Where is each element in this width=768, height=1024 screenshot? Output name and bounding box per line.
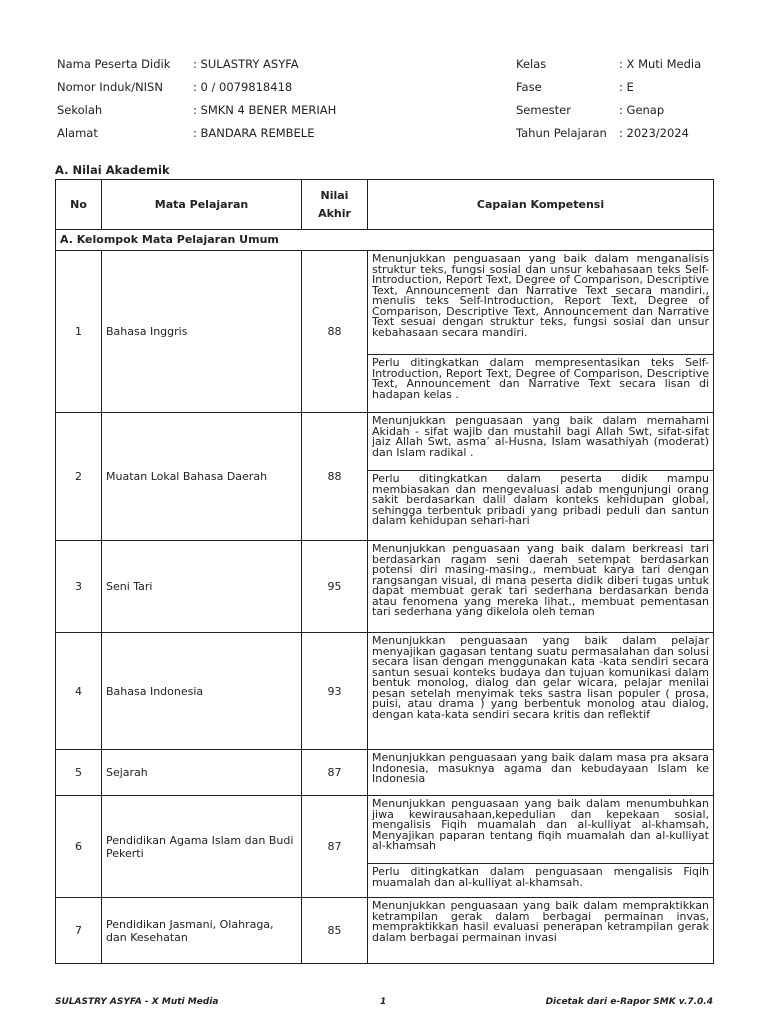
row-competency-strength: Menunjukkan penguasaan yang baik dalam pelajar menyajikan gagasan tentang suatu permasalahan dan solusi secara lisan dengan menggunakan kata -kata sendiri secara santun sesuai konteks budaya dan tujuan komunikasi dalam bentuk monolog, dialog dan gelar wicara, pelajar menilai pesan setelah menyimak teks sastra lisan populer ( prosa, puisi, atau drama ) yang berbentuk monolog atau dialog, dengan kata-kata sendiri secara kritis dan reflektif (368, 633, 714, 750)
row-competency-strength: Menunjukkan penguasaan yang baik dalam menganalisis struktur teks, fungsi sosial dan unsur kebahasaan teks Self-Introduction, Report Text, Degree of Comparison, Descriptive Text, Announcement dan Narrative Text secara mandiri., menulis teks Self-Introduction, Report Text, Degree of Comparison, Descriptive Text, Announcement dan Narrative Text sesuai dengan struktur teks, fungsi sosial dan unsur kebahasaan secara mandiri. (368, 251, 714, 355)
info-label-tahun: Tahun Pelajaran (516, 126, 607, 140)
header-subject: Mata Pelajaran (102, 180, 302, 230)
row-subject: Pendidikan Agama Islam dan Budi Pekerti (102, 796, 302, 898)
table-row (56, 898, 714, 964)
row-subject: Bahasa Inggris (102, 251, 302, 413)
row-subject: Pendidikan Jasmani, Olahraga, dan Kesehatan (102, 898, 302, 964)
footer-page-number: 1 (380, 997, 387, 1007)
info-value-fase: : E (619, 80, 634, 94)
header-score-line1: Nilai (320, 188, 349, 202)
grades-table (55, 179, 714, 964)
row-competency-strength: Menunjukkan penguasaan yang baik dalam masa pra aksara Indonesia, masuknya agama dan kebudayaan Islam ke Indonesia (368, 750, 714, 796)
row-competency-strength: Menunjukkan penguasaan yang baik dalam memahami Akidah - sifat wajib dan mustahil bagi Allah Swt, sifat-sifat jaiz Allah Swt, asma’ al-Husna, Islam wasathiyah (moderat) dan Islam radikal . (368, 413, 714, 471)
row-no: 6 (56, 796, 102, 898)
header-score (302, 180, 368, 230)
header-no: No (56, 180, 102, 230)
info-label-sekolah: Sekolah (57, 103, 103, 117)
info-value-alamat: : BANDARA REMBELE (193, 126, 315, 140)
info-value-tahun: : 2023/2024 (619, 126, 689, 140)
info-label-semester: Semester (516, 103, 571, 117)
row-subject: Sejarah (102, 750, 302, 796)
row-competency-strength: Menunjukkan penguasaan yang baik dalam berkreasi tari berdasarkan ragam seni daerah setempat berdasarkan potensi diri masing-masing., membuat karya tari dengan rangsangan visual, di mana peserta didik diberi tugas untuk dapat membuat gerak tari sederhana berdasarkan benda atau fenomena yang mereka lihat., membuat pementasan tari sederhana yang dikelola oleh teman (368, 541, 714, 633)
table-row (56, 796, 714, 864)
table-row (56, 541, 714, 633)
info-label-nisn: Nomor Induk/NISN (57, 80, 163, 94)
table-row (56, 251, 714, 355)
footer-printed-by: Dicetak dari e-Rapor SMK v.7.0.4 (545, 997, 713, 1007)
info-value-kelas: : X Muti Media (619, 57, 702, 71)
row-no: 3 (56, 541, 102, 633)
row-competency-improve: Perlu ditingkatkan dalam mempresentasikan teks Self-Introduction, Report Text, Degree of Comparison, Descriptive Text, Announcement dan Narrative Text secara lisan di hadapan kelas . (368, 355, 714, 413)
table-row (56, 413, 714, 471)
info-label-fase: Fase (516, 80, 542, 94)
row-competency-improve: Perlu ditingkatkan dalam peserta didik mampu membiasakan dan mengevaluasi adab mengunjungi orang sakit berdasarkan dalil dalam konteks kehidupan global, sehingga terbentuk pribadi yang pribadi peduli dan santun dalam kehidupan sehari-hari (368, 471, 714, 541)
row-score: 85 (302, 898, 368, 964)
group-label: A. Kelompok Mata Pelajaran Umum (56, 230, 714, 251)
footer-student: SULASTRY ASYFA - X Muti Media (55, 997, 219, 1007)
info-value-nisn: : 0 / 0079818418 (193, 80, 293, 94)
header-score-line2: Akhir (318, 206, 351, 220)
row-score: 87 (302, 796, 368, 898)
info-label-alamat: Alamat (57, 126, 98, 140)
table-row (56, 750, 714, 796)
info-label-kelas: Kelas (516, 57, 547, 71)
row-no: 2 (56, 413, 102, 541)
header-competency: Capaian Kompetensi (368, 180, 714, 230)
row-competency-strength: Menunjukkan penguasaan yang baik dalam menumbuhkan jiwa kewirausahaan,kepedulian dan kepekaan sosial, mengalisis Fiqih muamalah dan al-kulliyat al-khamsah, Menyajikan paparan tentang fiqih muamalah dan al-kulliyat al-khamsah (368, 796, 714, 864)
row-score: 87 (302, 750, 368, 796)
table-header-row (56, 180, 714, 230)
info-label-nama: Nama Peserta Didik (57, 57, 171, 71)
section-title: A. Nilai Akademik (55, 163, 170, 177)
row-subject: Muatan Lokal Bahasa Daerah (102, 413, 302, 541)
row-competency-strength: Menunjukkan penguasaan yang baik dalam mempraktikkan ketrampilan gerak dalam berbagai permainan invas, mempraktikkan hasil evaluasi penerapan ketrampilan gerak dalam berbagai permainan invasi (368, 898, 714, 964)
row-subject: Seni Tari (102, 541, 302, 633)
row-score: 88 (302, 251, 368, 413)
info-value-semester: : Genap (619, 103, 665, 117)
row-no: 5 (56, 750, 102, 796)
row-score: 93 (302, 633, 368, 750)
row-no: 1 (56, 251, 102, 413)
row-no: 7 (56, 898, 102, 964)
group-row (56, 230, 714, 251)
info-value-sekolah: : SMKN 4 BENER MERIAH (193, 103, 337, 117)
row-score: 88 (302, 413, 368, 541)
row-score: 95 (302, 541, 368, 633)
table-row (56, 633, 714, 750)
row-no: 4 (56, 633, 102, 750)
info-value-nama: : SULASTRY ASYFA (193, 57, 299, 71)
row-subject: Bahasa Indonesia (102, 633, 302, 750)
row-competency-improve: Perlu ditingkatkan dalam penguasaan mengalisis Fiqih muamalah dan al-kulliyat al-khamsah. (368, 864, 714, 898)
